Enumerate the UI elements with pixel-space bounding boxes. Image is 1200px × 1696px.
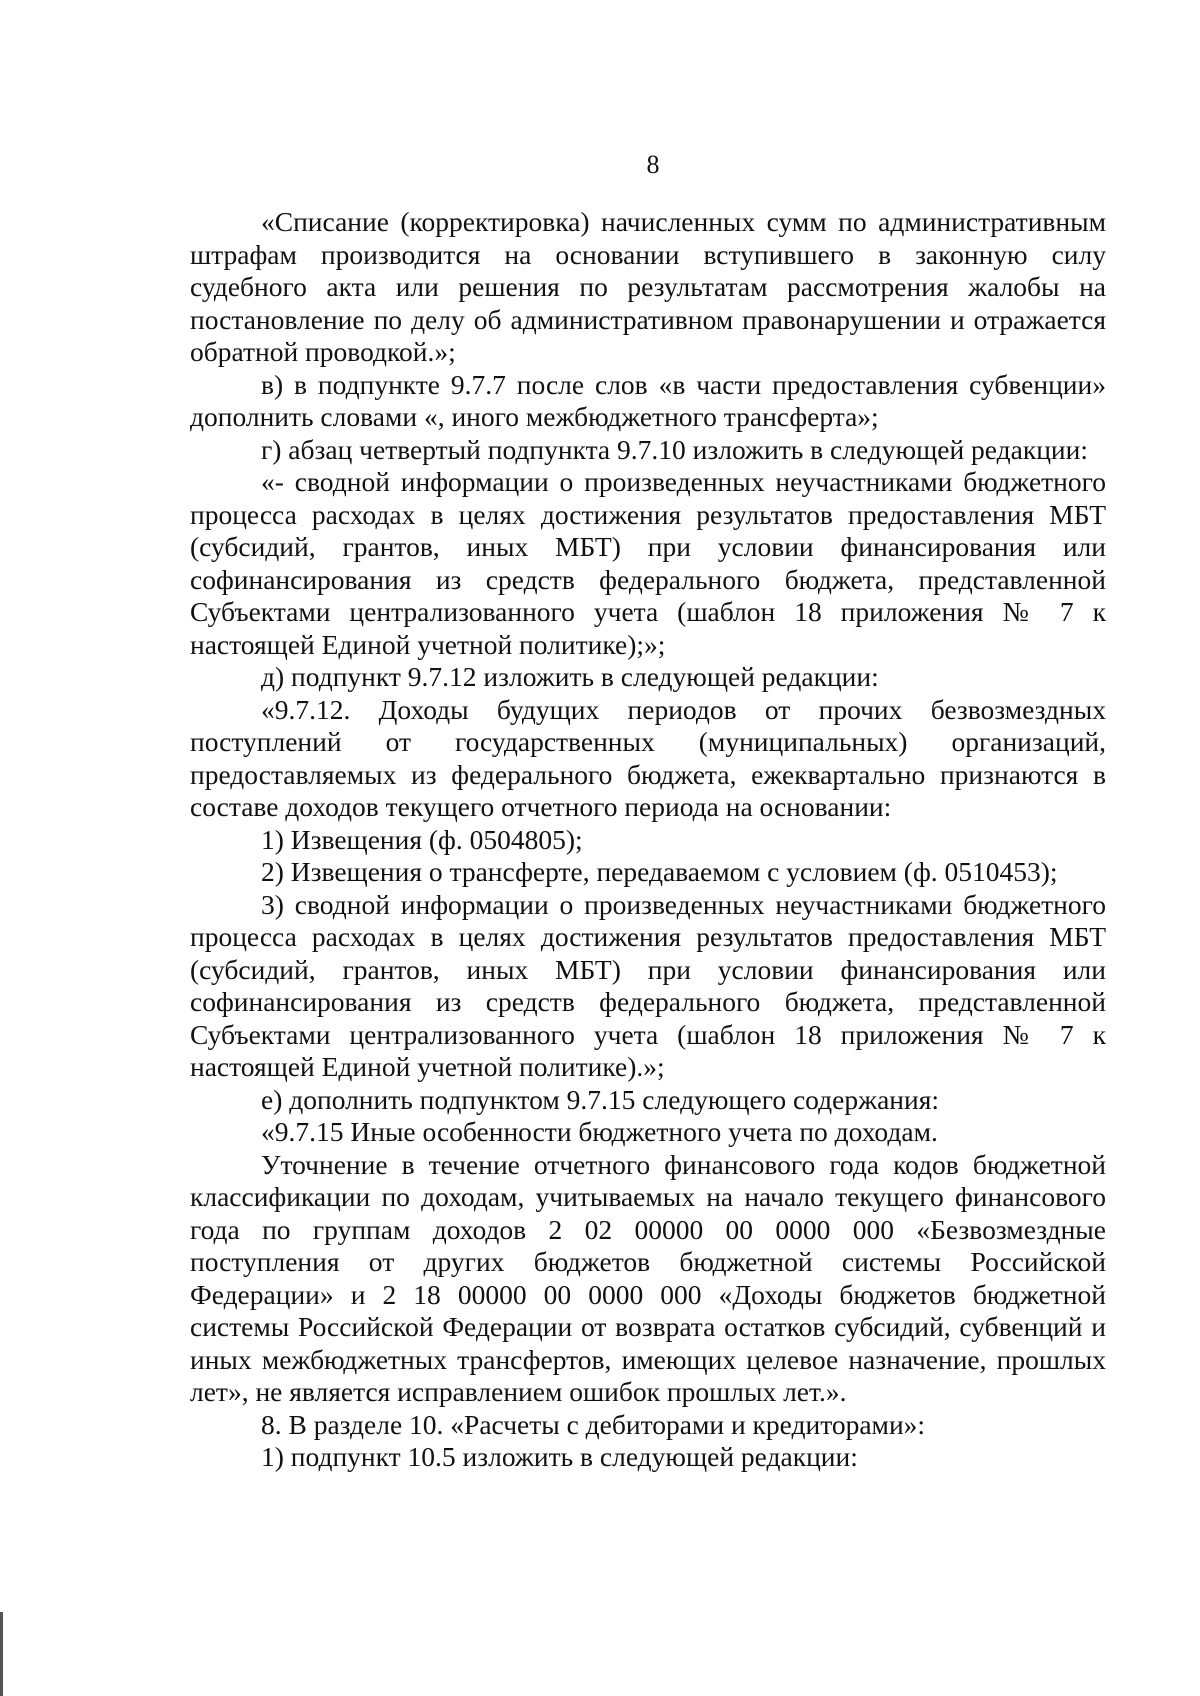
paragraph: д) подпункт 9.7.12 изложить в следующей редакции: <box>261 661 879 692</box>
paragraph: «Списание (корректировка) начисленных сумм по административным штрафам производится на основании вступившего в законную силу судебного акта или решения по результатам рассмотрения жалобы на постановление по делу об административном правонарушении и отражается обратной проводкой.»; <box>190 206 1106 367</box>
paragraph: 3) сводной информации о произведенных неучастниками бюджетного процесса расходах в целях достижения результатов предоставления МБТ (субсидий, грантов, иных МБТ) при условии финансирования или софинансирования из средств федерального бюджета, представленной Субъектами централизованного учета (шаблон 18 приложения № 7 к настоящей Единой учетной политике).»; <box>190 888 1106 1082</box>
paragraph: 2) Извещения о трансферте, передаваемом с условием (ф. 0510453); <box>261 856 1058 887</box>
paragraph: Уточнение в течение отчетного финансового года кодов бюджетной классификации по доходам, учитываемых на начало текущего финансового года по группам доходов 2 02 00000 00 0000 000 «Безвозмездные поступления от других бюджетов бюджетной системы Российской Федерации» и 2 18 00000 00 0000 000 «Доходы бюджетов бюджетной системы Российской Федерации от возврата остатков субсидий, субвенций и иных межбюджетных трансфертов, имеющих целевое назначение, прошлых лет», не является исправлением ошибок прошлых лет.». <box>190 1148 1106 1407</box>
paragraph: «9.7.12. Доходы будущих периодов от прочих безвозмездных поступлений от государственных (муниципальных) организаций, предоставляемых из федерального бюджета, ежеквартально признаются в составе доходов текущего отчетного периода на основании: <box>190 693 1106 822</box>
paragraph: «- сводной информации о произведенных неучастниками бюджетного процесса расходах в целях достижения результатов предоставления МБТ (субсидий, грантов, иных МБТ) при условии финансирования или софинансирования из средств федерального бюджета, представленной Субъектами централизованного учета (шаблон 18 приложения № 7 к настоящей Единой учетной политике);»; <box>190 466 1106 660</box>
paragraph: «9.7.15 Иные особенности бюджетного учета по доходам. <box>261 1116 938 1147</box>
paragraph: 8. В разделе 10. «Расчеты с дебиторами и кредиторами»: <box>261 1408 926 1440</box>
paragraph: 1) подпункт 10.5 изложить в следующей редакции: <box>261 1441 858 1472</box>
page-number: 8 <box>646 150 660 179</box>
paragraph: г) абзац четвертый подпункта 9.7.10 изложить в следующей редакции: <box>261 433 1088 465</box>
paragraph: в) в подпункте 9.7.7 после слов «в части предоставления субвенции» дополнить словами «, иного межбюджетного трансферта»; <box>190 368 1106 432</box>
scan-edge-mark <box>0 1612 3 1696</box>
document-body <box>190 206 1106 1474</box>
paragraph: е) дополнить подпунктом 9.7.15 следующего содержания: <box>261 1083 940 1115</box>
paragraph: 1) Извещения (ф. 0504805); <box>261 823 583 855</box>
